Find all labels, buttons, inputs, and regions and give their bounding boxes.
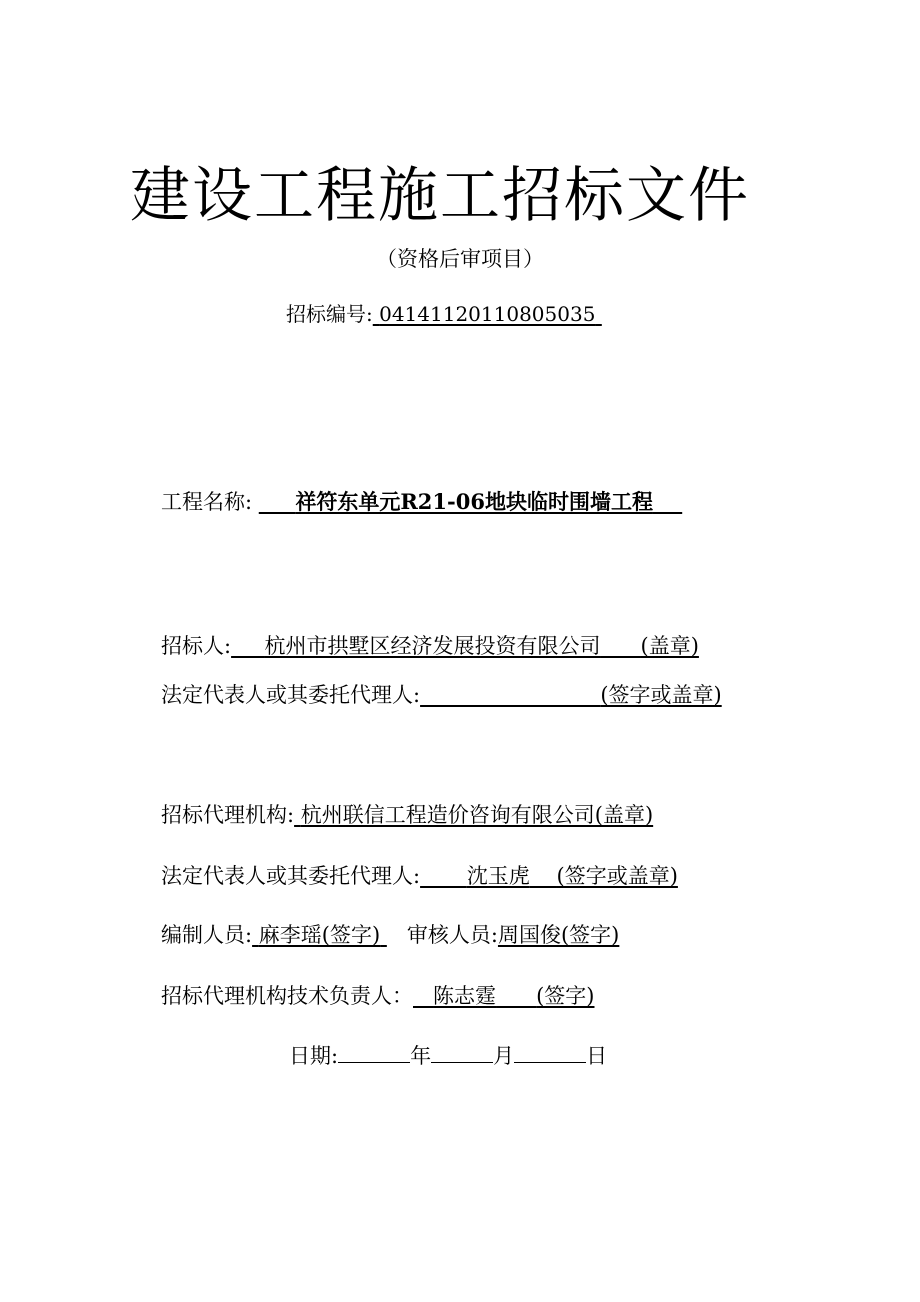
tenderer-label: 招标人: [161,634,232,658]
legal-rep-sign-1: (签字或盖章) [600,683,722,707]
project-name-value: 祥符东单元R21-06地块临时围墙工程 [295,489,653,514]
document-title: 建设工程施工招标文件 [130,161,750,231]
bid-number-row [286,298,602,327]
date-year-blank[interactable] [338,1042,410,1063]
project-name-row [161,486,682,516]
legal-rep-value-2: 沈玉虎 (签字或盖章) [466,864,678,888]
legal-rep-value-1 [420,683,722,707]
legal-rep-label-2: 法定代表人或其委托代理人: [161,864,421,888]
date-label: 日期: [289,1044,339,1068]
date-row [289,1040,607,1070]
agency-value: 杭州联信工程造价咨询有限公司(盖章) [300,803,654,827]
preparer-label: 编制人员: [161,923,253,947]
agency-row [161,799,653,829]
reviewer-value: 周国俊(签字) [497,923,620,947]
date-year-label: 年 [410,1044,432,1068]
bid-number-value: 04141120110805035 [379,302,596,326]
tenderer-value: 杭州市拱墅区经济发展投资有限公司 (盖章) [264,634,699,658]
project-name-label: 工程名称: [161,490,253,514]
date-month-blank[interactable] [431,1042,493,1063]
bid-number-label: 招标编号: [286,302,373,326]
agency-label: 招标代理机构: [161,803,295,827]
legal-rep-row-2 [161,860,678,890]
date-month-label: 月 [493,1044,515,1068]
tech-lead-row [161,980,594,1010]
date-day-label: 日 [586,1044,608,1068]
legal-rep-row-1 [161,679,722,709]
tech-lead-sign: (签字) [536,984,595,1008]
tech-lead-label: 招标代理机构技术负责人： [161,984,413,1008]
legal-rep-sign-2: (签字或盖章) [556,864,678,888]
tech-lead-value: 陈志霆 (签字) [433,984,595,1008]
legal-rep-label-1: 法定代表人或其委托代理人: [161,683,421,707]
date-day-blank[interactable] [514,1042,586,1063]
document-subtitle: （资格后审项目） [376,247,544,271]
preparer-reviewer-row [161,919,619,949]
tenderer-row [161,630,699,660]
tenderer-seal: (盖章) [640,634,699,658]
preparer-value: 麻李瑶(签字) [258,923,381,947]
reviewer-label: 审核人员: [406,923,498,947]
